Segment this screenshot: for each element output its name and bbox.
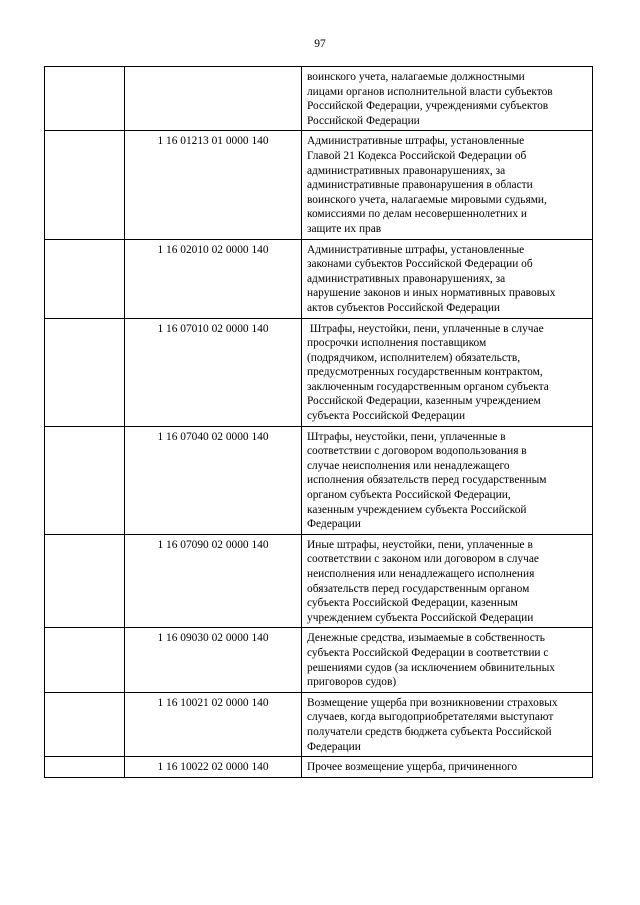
- description-line: административных правонарушениях, за: [307, 272, 506, 285]
- description-line: получатели средств бюджета субъекта Российской: [307, 725, 552, 738]
- code-description: [302, 628, 593, 692]
- code-description: [302, 239, 593, 318]
- code-description: [302, 692, 593, 756]
- table-cell-blank: [45, 534, 125, 628]
- description-line: приговоров судов): [307, 676, 397, 689]
- description-line: Административные штрафы, установленные: [307, 243, 525, 256]
- budget-code: 1 16 10021 02 0000 140: [125, 692, 302, 756]
- description-line: Штрафы, неустойки, пени, уплаченные в случае: [307, 322, 544, 335]
- description-line: учреждением субъекта Российской Федерации: [307, 611, 534, 624]
- table-row: [45, 757, 593, 778]
- budget-code: 1 16 02010 02 0000 140: [125, 239, 302, 318]
- description-line: Денежные средства, изымаемые в собственность: [307, 632, 545, 645]
- table-row: [45, 534, 593, 628]
- description-line: Прочее возмещение ущерба, причиненного: [307, 761, 518, 774]
- description-line: обязательств перед государственным органом: [307, 582, 530, 595]
- description-line: законами субъектов Российской Федерации об: [307, 258, 533, 271]
- page-number: 97: [314, 38, 326, 50]
- code-description: [302, 67, 593, 131]
- table-body: [45, 67, 593, 778]
- budget-code: 1 16 10022 02 0000 140: [125, 757, 302, 778]
- description-line: воинского учета, налагаемые мировыми судьями,: [307, 193, 547, 206]
- table-cell-blank: [45, 131, 125, 239]
- code-description: [302, 426, 593, 534]
- description-line: соответствии с законом или договором в случае: [307, 553, 539, 566]
- description-line: предусмотренных государственным контрактом,: [307, 366, 543, 379]
- description-line: лицами органов исполнительной власти субъектов: [307, 85, 553, 98]
- budget-code: 1 16 01213 01 0000 140: [125, 131, 302, 239]
- description-line: заключенным государственным органом субъекта: [307, 380, 549, 393]
- description-line: защите их прав: [307, 222, 382, 235]
- description-line: (подрядчиком, исполнителем) обязательств,: [307, 351, 521, 364]
- description-line: актов субъектов Российской Федерации: [307, 301, 501, 314]
- description-line: просрочки исполнения поставщиком: [307, 337, 487, 350]
- table-cell-blank: [45, 318, 125, 426]
- table-row: [45, 692, 593, 756]
- description-line: Штрафы, неустойки, пени, уплаченные в: [307, 430, 506, 443]
- table-cell-blank: [45, 628, 125, 692]
- description-line: субъекта Российской Федерации: [307, 410, 466, 423]
- budget-code: 1 16 07090 02 0000 140: [125, 534, 302, 628]
- code-description: [302, 534, 593, 628]
- description-line: административных правонарушениях, за: [307, 164, 506, 177]
- table-cell-blank: [45, 67, 125, 131]
- table-cell-blank: [45, 757, 125, 778]
- description-line: органом субъекта Российской Федерации,: [307, 489, 511, 502]
- description-line: субъекта Российской Федерации в соответствии с: [307, 646, 549, 659]
- description-line: случаев, когда выгодоприобретателями выступают: [307, 711, 554, 724]
- code-description: [302, 131, 593, 239]
- description-line: Российской Федерации, учреждениями субъектов: [307, 100, 549, 113]
- description-line: субъекта Российской Федерации, казенным: [307, 597, 518, 610]
- budget-code: 1 16 09030 02 0000 140: [125, 628, 302, 692]
- table-cell-blank: [45, 426, 125, 534]
- description-line: казенным учреждением субъекта Российской: [307, 503, 527, 516]
- code-description: [302, 757, 593, 778]
- code-description: [302, 318, 593, 426]
- table-row: [45, 628, 593, 692]
- description-line: случае неисполнения или ненадлежащего: [307, 459, 510, 472]
- description-line: воинского учета, налагаемые должностными: [307, 71, 525, 83]
- description-line: Федерации: [307, 740, 361, 753]
- table-cell-blank: [45, 239, 125, 318]
- description-line: Иные штрафы, неустойки, пени, уплаченные в: [307, 538, 533, 551]
- table-row: [45, 239, 593, 318]
- budget-code: [125, 67, 302, 131]
- description-line: Главой 21 Кодекса Российской Федерации об: [307, 149, 527, 162]
- budget-code: 1 16 07010 02 0000 140: [125, 318, 302, 426]
- description-line: нарушение законов и иных нормативных правовых: [307, 287, 556, 300]
- description-line: Административные штрафы, установленные: [307, 135, 525, 148]
- description-line: Возмещение ущерба при возникновении страховых: [307, 696, 558, 709]
- description-line: Федерации: [307, 518, 361, 531]
- description-line: Российской Федерации, казенным учреждением: [307, 395, 541, 408]
- table-row: [45, 67, 593, 131]
- description-line: административные правонарушения в области: [307, 179, 533, 192]
- description-line: комиссиями по делам несовершеннолетних и: [307, 208, 527, 221]
- budget-codes-table: [44, 66, 593, 778]
- description-line: соответствии с договором водопользования в: [307, 445, 527, 458]
- description-line: неисполнения или ненадлежащего исполнения: [307, 568, 535, 580]
- table-row: [45, 131, 593, 239]
- description-line: исполнения обязательств перед государственным: [307, 474, 547, 487]
- table-row: [45, 426, 593, 534]
- table-cell-blank: [45, 692, 125, 756]
- budget-code: 1 16 07040 02 0000 140: [125, 426, 302, 534]
- table-row: [45, 318, 593, 426]
- description-line: Российской Федерации: [307, 114, 420, 127]
- description-line: решениями судов (за исключением обвинительных: [307, 661, 556, 674]
